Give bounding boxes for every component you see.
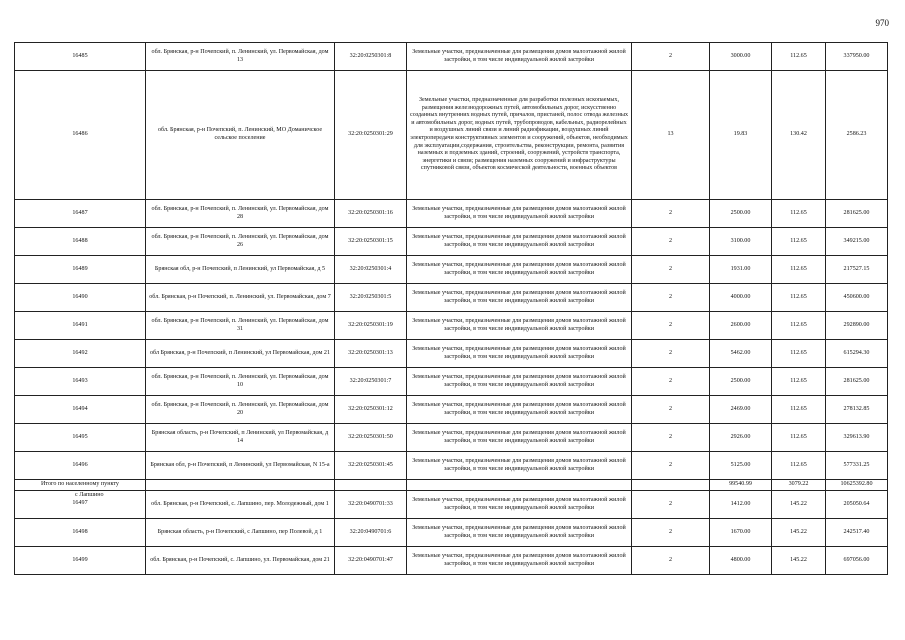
subtotal-section	[15, 480, 888, 491]
cadastral-number-cell: 32:20:0250301:7	[335, 368, 407, 396]
rate-cell: 112.65	[772, 200, 826, 228]
area-cell: 1670.00	[710, 519, 772, 547]
subtotal-empty-cell	[632, 480, 710, 491]
area-cell: 2469.00	[710, 396, 772, 424]
address-cell: Брянская обл, р-н Почепский, п Ленинский, ул Первомайская, N 15-а	[146, 452, 335, 480]
cadastral-number-cell: 32:20:0250301:8	[335, 43, 407, 71]
land-use-type-cell: Земельные участки, предназначенные для размещения домов малоэтажной жилой застройки, в том числе индивидуальной жилой застройки	[407, 491, 632, 519]
rate-cell: 112.65	[772, 368, 826, 396]
row-number: 16499	[15, 547, 146, 575]
row-number: 16498	[15, 519, 146, 547]
subtotal-label: Итого по населенному пункту	[15, 480, 146, 491]
subtotal-row	[15, 480, 888, 491]
cadastral-number-cell: 32:20:0250301:4	[335, 256, 407, 284]
table-row	[15, 340, 888, 368]
row-number: 16487	[15, 200, 146, 228]
cadastral-number-cell: 32:20:0250301:29	[335, 71, 407, 200]
table-row	[15, 256, 888, 284]
land-use-type-cell: Земельные участки, предназначенные для размещения домов малоэтажной жилой застройки, в том числе индивидуальной жилой застройки	[407, 256, 632, 284]
cadastral-number-cell: 32:20:0250301:16	[335, 200, 407, 228]
cadastral-number-cell: 32:20:0250301:12	[335, 396, 407, 424]
table-row	[15, 71, 888, 200]
cadastral-number-cell: 32:20:0250301:45	[335, 452, 407, 480]
group-cell: 2	[632, 284, 710, 312]
area-cell: 19.83	[710, 71, 772, 200]
address-cell: Брянская обл, р-н Почепский, п Ленинский, ул Первомайская, д 5	[146, 256, 335, 284]
cadastral-value-cell: 292890.00	[826, 312, 888, 340]
cadastral-value-cell: 615294.30	[826, 340, 888, 368]
area-cell: 1412.00	[710, 491, 772, 519]
group-cell: 2	[632, 43, 710, 71]
rate-cell: 145.22	[772, 519, 826, 547]
cadastral-value-cell: 217527.15	[826, 256, 888, 284]
cadastral-value-cell: 281625.00	[826, 368, 888, 396]
row-number: 16490	[15, 284, 146, 312]
cadastral-number-cell: 32:20:0250301:19	[335, 312, 407, 340]
address-cell: обл. Брянская, р-н Почепский, с. Лапшино, пер. Молодежный, дом 1	[146, 491, 335, 519]
group-cell: 2	[632, 256, 710, 284]
land-use-type-cell: Земельные участки, предназначенные для размещения домов малоэтажной жилой застройки, в том числе индивидуальной жилой застройки	[407, 396, 632, 424]
group-cell: 2	[632, 368, 710, 396]
table-row	[15, 200, 888, 228]
row-number: 16493	[15, 368, 146, 396]
land-use-type-cell: Земельные участки, предназначенные для размещения домов малоэтажной жилой застройки, в том числе индивидуальной жилой застройки	[407, 547, 632, 575]
rate-cell: 112.65	[772, 424, 826, 452]
row-number: 16496	[15, 452, 146, 480]
address-cell: обл. Брянская, р-н Почепский, п. Ленинский, ул. Первомайская, дом 20	[146, 396, 335, 424]
cadastral-number-cell: 32:20:0490701:33	[335, 491, 407, 519]
group-cell: 2	[632, 519, 710, 547]
area-cell: 2600.00	[710, 312, 772, 340]
address-cell: обл. Брянская, р-н Почепский, п. Ленинский, ул. Первомайская, дом 7	[146, 284, 335, 312]
row-number-text: 16497	[72, 500, 88, 506]
area-cell: 4000.00	[710, 284, 772, 312]
area-cell: 2500.00	[710, 200, 772, 228]
table-row	[15, 547, 888, 575]
group-cell: 2	[632, 424, 710, 452]
address-cell: обл. Брянская, р-н Почепский, п. Ленинский, ул. Первомайская, дом 13	[146, 43, 335, 71]
area-cell: 2500.00	[710, 368, 772, 396]
area-cell: 3100.00	[710, 228, 772, 256]
area-cell: 3000.00	[710, 43, 772, 71]
table-row	[15, 312, 888, 340]
land-use-type-cell: Земельные участки, предназначенные для размещения домов малоэтажной жилой застройки, в том числе индивидуальной жилой застройки	[407, 340, 632, 368]
address-cell: обл. Брянская, р-н Почепский, п. Ленинский, ул. Первомайская, дом 10	[146, 368, 335, 396]
address-cell: Брянская область, р-н Почепский, с Лапшино, пер Полевой, д 1	[146, 519, 335, 547]
land-use-type-cell: Земельные участки, предназначенные для размещения домов малоэтажной жилой застройки, в том числе индивидуальной жилой застройки	[407, 424, 632, 452]
group-cell: 2	[632, 312, 710, 340]
address-cell: обл. Брянская, р-н Почепский, п. Ленинский, ул. Первомайская, дом 31	[146, 312, 335, 340]
table-row	[15, 284, 888, 312]
subtotal-value: 10625392.80	[826, 480, 888, 491]
table-body-leninsky	[15, 43, 888, 480]
row-number: 16495	[15, 424, 146, 452]
row-number: 16486	[15, 71, 146, 200]
group-cell: 13	[632, 71, 710, 200]
area-cell: 5125.00	[710, 452, 772, 480]
group-cell: 2	[632, 452, 710, 480]
cadastral-value-cell: 577331.25	[826, 452, 888, 480]
rate-cell: 112.65	[772, 396, 826, 424]
rate-cell: 145.22	[772, 547, 826, 575]
table-row	[15, 519, 888, 547]
page-number: 970	[875, 18, 889, 28]
table-row	[15, 368, 888, 396]
rate-cell: 112.65	[772, 340, 826, 368]
row-number	[15, 491, 146, 519]
land-use-type-cell: Земельные участки, предназначенные для размещения домов малоэтажной жилой застройки, в том числе индивидуальной жилой застройки	[407, 284, 632, 312]
cadastral-number-cell: 32:20:0250301:15	[335, 228, 407, 256]
land-use-type-cell: Земельные участки, предназначенные для размещения домов малоэтажной жилой застройки, в том числе индивидуальной жилой застройки	[407, 200, 632, 228]
row-number: 16485	[15, 43, 146, 71]
table-row	[15, 424, 888, 452]
cadastral-number-cell: 32:20:0250301:50	[335, 424, 407, 452]
cadastral-value-cell: 697056.00	[826, 547, 888, 575]
group-cell: 2	[632, 396, 710, 424]
rate-cell: 112.65	[772, 452, 826, 480]
address-cell: Брянская область, р-н Почепский, п Ленинский, ул Первомайская, д 14	[146, 424, 335, 452]
address-cell: обл. Брянская, р-н Почепский, п. Ленинский, ул. Первомайская, дом 28	[146, 200, 335, 228]
subtotal-area: 99540.99	[710, 480, 772, 491]
address-cell: обл. Брянская, р-н Почепский, п. Ленинский, МО Доманичское сельское поселение	[146, 71, 335, 200]
cadastral-number-cell: 32:20:0250301:13	[335, 340, 407, 368]
cadastral-value-cell: 450600.00	[826, 284, 888, 312]
table-body-lapshino	[15, 491, 888, 575]
rate-cell: 112.65	[772, 228, 826, 256]
land-use-type-cell: Земельные участки, предназначенные для размещения домов малоэтажной жилой застройки, в том числе индивидуальной жилой застройки	[407, 368, 632, 396]
area-cell: 1931.00	[710, 256, 772, 284]
land-use-type-cell: Земельные участки, предназначенные для разработки полезных ископаемых, размещения железнодорожных путей, автомобильных дорог, искусственно созданных внутренних водных путей, причалов, пристаней, полос отвода железных и автомобильных дорог, водных путей, трубопроводов, кабельных, радиорелейных и воздушных линий связи и линий радиофикации, воздушных линий электропередачи конструктивных элементов и сооружений, объектов, необходимых для эксплуатации,содержания, строительства, реконструкции, ремонта, развития наземных и подземных зданий, строений, сооружений, устройств транспорта, энергетики и связи; размещения наземных сооружений и инфраструктуры спутниковой связи, объектов космической деятельности, военных объектов	[407, 71, 632, 200]
cadastral-value-cell: 281625.00	[826, 200, 888, 228]
table-row	[15, 228, 888, 256]
group-cell: 2	[632, 547, 710, 575]
land-use-type-cell: Земельные участки, предназначенные для размещения домов малоэтажной жилой застройки, в том числе индивидуальной жилой застройки	[407, 312, 632, 340]
rate-cell: 145.22	[772, 491, 826, 519]
address-cell: обл. Брянская, р-н Почепский, п. Ленинский, ул. Первомайская, дом 26	[146, 228, 335, 256]
table-row	[15, 452, 888, 480]
land-use-type-cell: Земельные участки, предназначенные для размещения домов малоэтажной жилой застройки, в том числе индивидуальной жилой застройки	[407, 452, 632, 480]
rate-cell: 112.65	[772, 43, 826, 71]
row-number: 16491	[15, 312, 146, 340]
cadastral-number-cell: 32:20:0250301:5	[335, 284, 407, 312]
area-cell: 5462.00	[710, 340, 772, 368]
group-cell: 2	[632, 340, 710, 368]
area-cell: 4800.00	[710, 547, 772, 575]
row-number: 16489	[15, 256, 146, 284]
cadastral-register-table	[14, 42, 888, 575]
rate-cell: 130.42	[772, 71, 826, 200]
cadastral-value-cell: 242517.40	[826, 519, 888, 547]
subtotal-rate: 3079.22	[772, 480, 826, 491]
rate-cell: 112.65	[772, 256, 826, 284]
subtotal-empty-cell	[407, 480, 632, 491]
land-use-type-cell: Земельные участки, предназначенные для размещения домов малоэтажной жилой застройки, в том числе индивидуальной жилой застройки	[407, 228, 632, 256]
row-number: 16488	[15, 228, 146, 256]
cadastral-number-cell: 32:20:0490701:47	[335, 547, 407, 575]
address-cell: обл. Брянская, р-н Почепский, с. Лапшино, ул. Первомайская, дом 21	[146, 547, 335, 575]
locality-label: с Лапшино	[75, 492, 104, 499]
group-cell: 2	[632, 228, 710, 256]
address-cell: обл Брянская, р-н Почепский, п Ленинский, ул Первомайская, дом 21	[146, 340, 335, 368]
table-row	[15, 491, 888, 519]
cadastral-value-cell: 349215.00	[826, 228, 888, 256]
cadastral-value-cell: 329613.90	[826, 424, 888, 452]
area-cell: 2926.00	[710, 424, 772, 452]
subtotal-empty-cell	[146, 480, 335, 491]
table-row	[15, 43, 888, 71]
group-cell: 2	[632, 200, 710, 228]
rate-cell: 112.65	[772, 284, 826, 312]
land-use-type-cell: Земельные участки, предназначенные для размещения домов малоэтажной жилой застройки, в том числе индивидуальной жилой застройки	[407, 519, 632, 547]
land-use-type-cell: Земельные участки, предназначенные для размещения домов малоэтажной жилой застройки, в том числе индивидуальной жилой застройки	[407, 43, 632, 71]
group-cell: 2	[632, 491, 710, 519]
cadastral-value-cell: 2586.23	[826, 71, 888, 200]
rate-cell: 112.65	[772, 312, 826, 340]
row-number: 16492	[15, 340, 146, 368]
cadastral-value-cell: 278132.85	[826, 396, 888, 424]
cadastral-value-cell: 205050.64	[826, 491, 888, 519]
row-number: 16494	[15, 396, 146, 424]
cadastral-number-cell: 32:20:0490701:6	[335, 519, 407, 547]
subtotal-empty-cell	[335, 480, 407, 491]
cadastral-value-cell: 337950.00	[826, 43, 888, 71]
table-row	[15, 396, 888, 424]
